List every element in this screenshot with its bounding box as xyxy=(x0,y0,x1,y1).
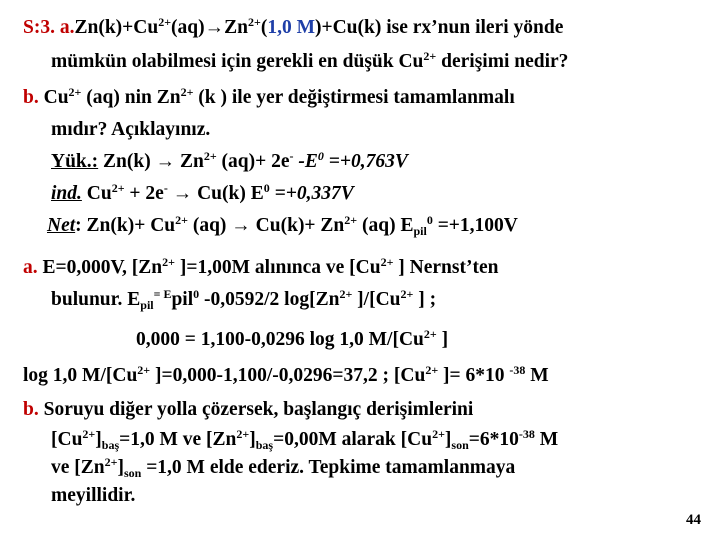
question-line-1: S:3. $a.Zn(k)+Cu^{2+}(aq)\to Zn^{2+}(1,0$ M)+Cu(k) ise rx’nun ileri yönde xyxy=(23,15,564,38)
net-reaction: Net: $Zn(k)+ Cu^{2+}$ $(aq) \to Cu(k)+ Zn^{2+}$ (aq) $E_{pil}^0 =+1,100V$ xyxy=(47,213,518,238)
answer-line-8: meyillidir. xyxy=(51,485,136,506)
answer-line-2: bulunur. $E_{pil}^{= E}pil^0$ -0,0592/2 $\log[Zn^{2+}$ ]$/[Cu^{2+}$ ] ; xyxy=(51,287,437,312)
question-part-b-marker: b. xyxy=(23,87,39,108)
question-part-a-marker: a. xyxy=(59,17,75,38)
answer-line-7: ve $[Zn^{2+}]_{son} =1,0$ M elde ederiz. Tepkime tamamlanmaya xyxy=(51,455,516,480)
answer-line-3: 0,000 = 1,100-0,0296 log 1,0 $M/[Cu^{2+}$ ] xyxy=(136,327,449,350)
question-line-4: mıdır? Açıklayınız. xyxy=(51,119,211,140)
question-label: S:3. xyxy=(23,17,60,38)
cathode-reaction: ind. $Cu^{2+} + 2e^- \to Cu(k)$ $E^0 =+0,337V$ xyxy=(51,181,354,204)
question-line-2: mümkün olabilmesi için gerekli en düşük $Cu^{2+}$ derişimi nedir? xyxy=(51,49,569,72)
answer-line-5: b. Soruyu diğer yolla çözersek, başlangıç derişimlerini xyxy=(23,399,474,420)
answer-part-b-marker: b. xyxy=(23,399,39,420)
answer-part-a-marker: a. xyxy=(23,257,38,278)
highlight-concentration: 1,0 M xyxy=(267,17,315,38)
anode-reaction: Yük.: $Zn(k) \to Zn^{2+}$ (aq)+ 2e- $-E^0 =+0,763V$ xyxy=(51,149,408,172)
answer-line-1: a. E=0,000V, [$Zn^{2+}$ ]=1,00M alınınca ve [$Cu^{2+}$ ] Nernst’ten xyxy=(23,255,499,278)
answer-line-4: log 1,0 $M/[Cu^{2+}$ ]=0,000-1,100/-0,0296=37,2 ; [$Cu^{2+}$ ]= 6*10 $^{-38}$ M xyxy=(23,363,549,386)
answer-line-6: $[Cu^{2+}]_{baş}=1,0$ M ve $[Zn^{2+}]_{baş}=0,00M$ alarak $[Cu^{2+}]_{son}=6*10^{-38}$ M xyxy=(51,427,559,452)
page-number: 44 xyxy=(686,512,701,528)
question-line-3: b. $Cu^{2+}$ (aq) nin $Zn^{2+}$ (k ) ile yer değiştirmesi tamamlanmalı xyxy=(23,85,515,108)
